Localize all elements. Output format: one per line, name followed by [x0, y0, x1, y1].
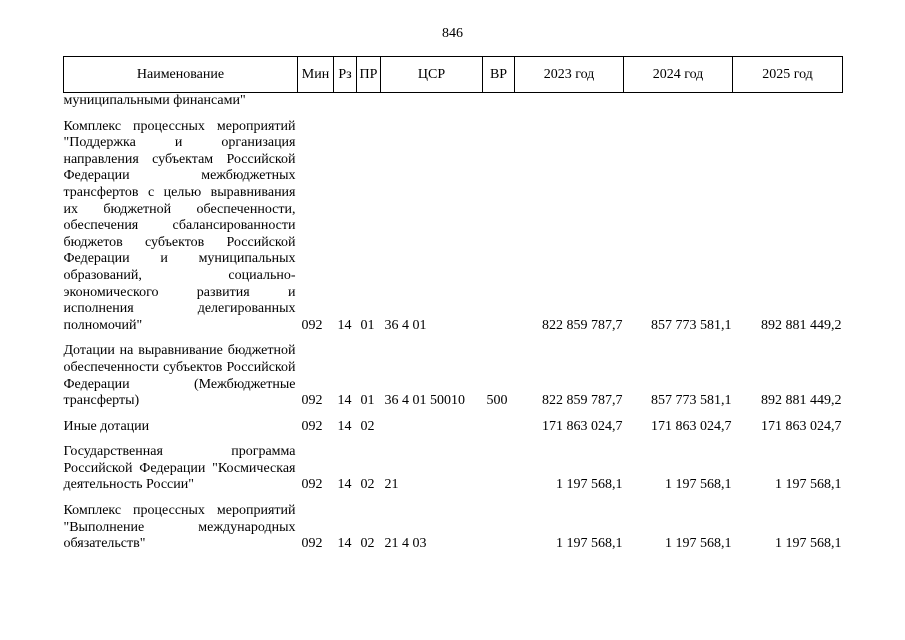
row-2024: 1 197 568,1: [665, 477, 732, 493]
row-min: 092: [301, 477, 323, 493]
row-name: Иные дотации: [63, 418, 150, 434]
row-csr: 21 4 03: [384, 536, 427, 552]
row-min: [298, 93, 334, 110]
row-csr: 21: [384, 477, 399, 493]
row-rz: [334, 93, 357, 110]
row-2023: 822 859 787,7: [542, 317, 623, 333]
row-name: Дотации на выравнивание бюджетной обеспеченности субъектов Российской Федерации (Межбюджетные трансферты): [63, 343, 296, 409]
row-rz: 14: [337, 393, 352, 409]
header-pr: ПР: [357, 57, 381, 93]
row-csr: [381, 419, 483, 436]
row-vr: 500: [486, 393, 508, 409]
table-row: [64, 444, 843, 494]
row-2025: 892 881 449,2: [761, 393, 842, 409]
row-pr: [357, 93, 381, 110]
row-min: 092: [301, 317, 323, 333]
row-2025: 171 863 024,7: [761, 418, 842, 434]
row-pr: 01: [360, 317, 375, 333]
table-row: [64, 503, 843, 553]
row-csr: 36 4 01: [384, 317, 427, 333]
row-name: Государственная программа Российской Федерации "Космическая деятельность России": [63, 444, 296, 493]
table-row: [64, 119, 843, 335]
row-2024: 1 197 568,1: [665, 536, 732, 552]
row-2024: 857 773 581,1: [651, 317, 732, 333]
row-2025: 1 197 568,1: [775, 477, 842, 493]
row-pr: 01: [360, 393, 375, 409]
row-pr: 02: [360, 418, 375, 434]
row-csr: [381, 93, 483, 110]
table-row: [64, 93, 843, 110]
page-number: 846: [442, 26, 463, 41]
row-rz: 14: [337, 477, 352, 493]
header-min: Мин: [298, 57, 334, 93]
row-2023: 171 863 024,7: [542, 418, 623, 434]
row-rz: 14: [337, 317, 352, 333]
row-2023: 1 197 568,1: [556, 536, 623, 552]
row-pr: 02: [360, 536, 375, 552]
row-name: Комплекс процессных мероприятий "Поддержка и организация направления субъектам Российской Федерации межбюджетных трансфертов с целью выравнивания их бюджетной обеспеченности, обеспечения сбалансированности бюджетов субъектов Российской Федерации и муниципальных образований, социально-экономического развития и исполнения делегированных полномочий": [63, 118, 296, 333]
row-vr: [483, 93, 515, 110]
row-rz: 14: [337, 536, 352, 552]
row-vr: [483, 503, 515, 553]
row-2024: 857 773 581,1: [651, 393, 732, 409]
header-2025: 2025 год: [733, 57, 843, 93]
row-min: 092: [301, 536, 323, 552]
row-vr: [483, 419, 515, 436]
row-2023: [515, 93, 624, 110]
header-rz: Рз: [334, 57, 357, 93]
row-2025: [733, 93, 843, 110]
row-rz: 14: [337, 418, 352, 434]
table-row: [64, 419, 843, 436]
row-2023: 822 859 787,7: [542, 393, 623, 409]
header-csr: ЦСР: [381, 57, 483, 93]
budget-table: [63, 56, 843, 553]
row-vr: [483, 444, 515, 494]
header-vr: ВР: [483, 57, 515, 93]
row-2023: 1 197 568,1: [556, 477, 623, 493]
row-name: муниципальными финансами": [63, 93, 246, 108]
row-2024: 171 863 024,7: [651, 418, 732, 434]
row-pr: 02: [360, 477, 375, 493]
header-2024: 2024 год: [624, 57, 733, 93]
row-min: 092: [301, 393, 323, 409]
row-2025: 892 881 449,2: [761, 317, 842, 333]
table-row: [64, 343, 843, 409]
header-2023: 2023 год: [515, 57, 624, 93]
row-name: Комплекс процессных мероприятий "Выполнение международных обязательств": [63, 503, 296, 552]
row-2024: [624, 93, 733, 110]
row-csr: 36 4 01 50010: [384, 393, 465, 409]
header-name: Наименование: [64, 57, 298, 93]
row-min: 092: [301, 418, 323, 434]
row-vr: [483, 119, 515, 335]
row-2025: 1 197 568,1: [775, 536, 842, 552]
table-header: [64, 57, 843, 93]
